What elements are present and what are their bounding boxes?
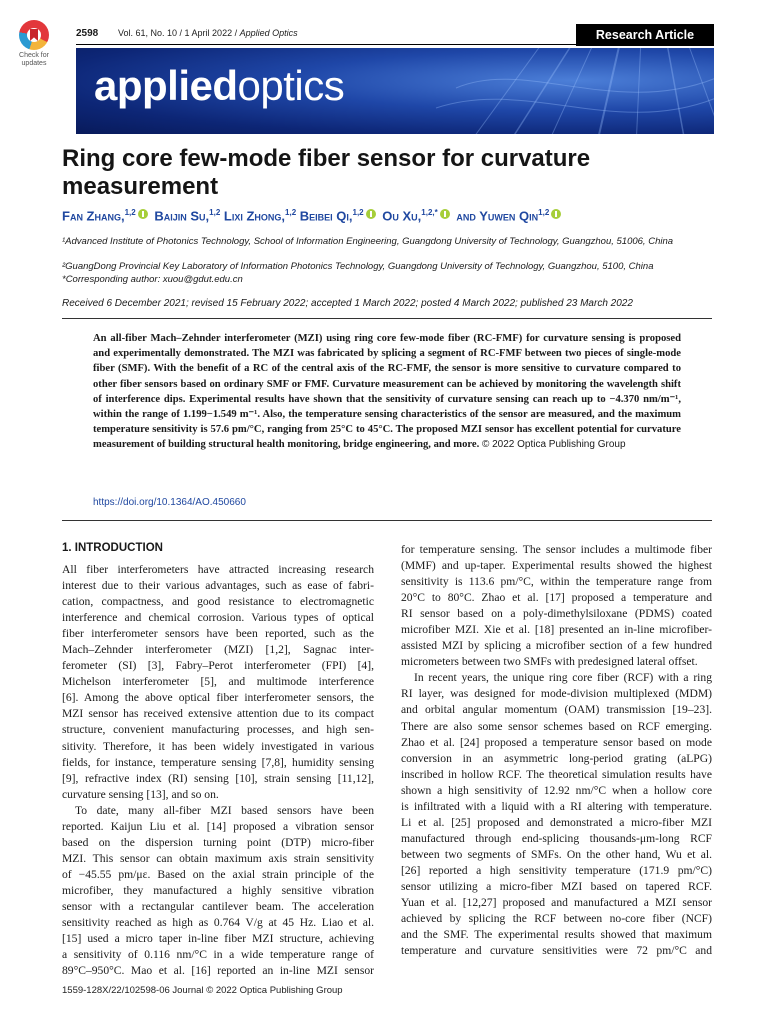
text-line: To date, many all-fiber MZI based sensors have been bbox=[75, 803, 374, 817]
text-line: sensitivity reached as high as 0.764 V/g at 45 Hz. Liao et al. bbox=[62, 916, 374, 930]
footer-issn: 1559-128X/22/102598-06 Journal © 2022 Optica Publishing Group bbox=[62, 985, 343, 996]
journal-logo: appliedoptics bbox=[94, 62, 345, 109]
abstract-top-rule bbox=[62, 318, 712, 319]
text-line: cation, compactness, and good resistance to electromagnetic bbox=[62, 595, 374, 609]
text-line: Zhao et al. [24] proposed a temperature sensor based on mode bbox=[401, 735, 712, 749]
text-line: microfiber MZI. Xie et al. [18] presented an in-line microfiber- bbox=[401, 623, 712, 637]
text-line: achieved by splicing the RCF between no-core fiber (NCF) bbox=[401, 912, 712, 926]
abstract-text: An all-fiber Mach–Zehnder interferometer (MZI) using ring core few-mode fiber (RC-FMF) for curvature sensing is proposed and experimentally demonstrated. The MZI was fabricated by splicing a segment of RC-FMF between two pieces of single-mode fiber (SMF). With the benefit of a RC of the central axis of the RC-FMF, the sensor is more sensitive to curvature compared to other fiber sensors based on ordinary SMF or FMF. Curvature measurement can be achieved by monitoring the wavelength shift of interference dips. Experimental results have shown that the sensitivity of curvature sensing can reach up to −4.370 nm/m⁻¹, within the range of 1.199−1.549 m⁻¹. Also, the temperature sensing characteristics of the sensor are measured, and the maximum temperature sensitivity is 57.6 pm/°C, ranging from 25°C to 45°C. The proposed MZI sensor has excellent potential for curvature measurement of building structural health monitoring, bridge engineering, and more. bbox=[93, 333, 681, 451]
author[interactable]: Baijin Su, bbox=[154, 208, 210, 224]
doi-link[interactable]: https://doi.org/10.1364/AO.450660 bbox=[93, 497, 246, 508]
text-line: sensitivity is 113.6 pm/°C, within the temperature range from bbox=[401, 575, 712, 589]
text-line: RI sensor based on a poly-dimethylsiloxane (PDMS) coated bbox=[401, 607, 712, 621]
text-line: assisted MZI by splicing a microfiber section of a few hundred bbox=[401, 639, 712, 653]
text-line: MZI. This sensor can obtain maximum axis strain sensitivity bbox=[62, 851, 374, 865]
body-column-right bbox=[401, 542, 712, 959]
text-line: MZI sensor has received extensive attention due to its compact bbox=[62, 707, 374, 721]
text-line: manufactured through end-splicing thousands-μm-long RCF bbox=[401, 831, 712, 845]
orcid-icon[interactable] bbox=[138, 209, 148, 219]
text-line: sensor with a rectangular cantilever beam. The acceleration bbox=[62, 899, 374, 913]
article-type-label: Research Article bbox=[576, 24, 714, 46]
corresponding-author: *Corresponding author: xuou@gdut.edu.cn bbox=[62, 274, 243, 285]
text-line: Mach–Zehnder interferometer (MZI) [1,2], Sagnac inter- bbox=[62, 643, 374, 657]
crossmark-icon bbox=[19, 20, 49, 50]
text-line: micrometers between two SMFs with predesigned lateral offset. bbox=[401, 655, 698, 669]
text-line: There are also some sensor schemes based on RCF emerging. bbox=[401, 719, 712, 733]
affiliation-1: ¹Advanced Institute of Photonics Technology, School of Information Engineering, Guangdong University of Technology, Guangzhou, 51006, China bbox=[62, 236, 674, 247]
text-line: interest due to their various advantages, such as ease of fabri- bbox=[62, 579, 374, 593]
author-list: Fan Zhang,$^{1,2}$ Baijin Su,$^{1,2}$ Lixi Zhong,$^{1,2}$ Beibei Qi,$^{1,2}$ Ou Xu,$^{1,2,*}$ and Yuwen Qin$^{1,2}$ bbox=[62, 208, 722, 223]
text-line: based on the dispersion turning point (DTP) micro-fiber bbox=[62, 835, 374, 849]
text-line: is infiltrated with a liquid with a RI altering with temperature. bbox=[401, 799, 712, 813]
author[interactable]: Ou Xu, bbox=[382, 208, 422, 224]
author[interactable]: Lixi Zhong, bbox=[223, 208, 286, 224]
journal-name: Applied Optics bbox=[239, 28, 298, 38]
text-line: [9], refractive index (RI) sensing [10], strain sensing [11,12], bbox=[62, 771, 374, 785]
header-rule bbox=[76, 44, 576, 45]
copyright-notice: © 2022 Optica Publishing Group bbox=[481, 439, 626, 451]
orcid-icon[interactable] bbox=[440, 209, 450, 219]
text-line: between two segments of SMFs. On the other hand, Wu et al. bbox=[401, 847, 712, 861]
text-line: RI layer, was designed for mode-division multiplexed (MDM) bbox=[401, 687, 712, 701]
text-line: and orbital angular momentum (OAM) transmission [19–23]. bbox=[401, 703, 712, 717]
badge-label: Check for updates bbox=[19, 52, 49, 67]
text-line: interference and chemical corrosion. Various types of optical bbox=[62, 611, 374, 625]
article-title: Ring core few-mode fiber sensor for curvature measurement bbox=[62, 145, 591, 200]
author[interactable]: Yuwen Qin bbox=[479, 208, 539, 224]
abstract bbox=[93, 331, 681, 453]
text-line: fiber interferometer sensors have been reported, such as the bbox=[62, 627, 374, 641]
publication-history: Received 6 December 2021; revised 15 February 2022; accepted 1 March 2022; posted 4 March 2022; published 23 March 2022 bbox=[62, 298, 633, 309]
text-line: inscribed in hollow RCF. The theoretical simulation results have bbox=[401, 767, 712, 781]
body-column-left bbox=[62, 562, 374, 979]
text-line: [26] reported a high sensitivity temperature (171.9 pm/°C) bbox=[401, 863, 712, 877]
text-line: for temperature sensing. The sensor includes a multimode fiber bbox=[401, 543, 712, 556]
abstract-bottom-rule bbox=[62, 520, 712, 521]
affiliation-2: ²GuangDong Provincial Key Laboratory of Information Photonics Technology, Guangdong University of Technology, Guangzhou, 5100, China bbox=[62, 261, 654, 272]
text-line: conversion in an asymmetric long-period grating (aLPG) bbox=[401, 751, 712, 765]
text-line: structure, convenient manufacturing processes, and high sen- bbox=[62, 723, 374, 737]
text-line: of −45.55 pm/με. Based on the axial strain principle of the bbox=[62, 867, 374, 881]
text-line: and the SMF. The experimental results showed that maximum bbox=[401, 928, 712, 942]
author[interactable]: Fan Zhang, bbox=[62, 208, 125, 224]
text-line: microfiber, they manufactured a highly sensitive vibration bbox=[62, 883, 374, 897]
text-line: sitivity. Therefore, it has been widely investigated in various bbox=[62, 739, 374, 753]
text-line: [15] used a micro taper in-line fiber MZI structure, achieving bbox=[62, 932, 374, 946]
text-line: 89°C–950°C. Mao et al. [16] reported an in-line MZI sensor bbox=[62, 964, 374, 978]
author-conjunction: and bbox=[456, 208, 476, 224]
check-for-updates-badge[interactable] bbox=[14, 20, 54, 68]
orcid-icon[interactable] bbox=[366, 209, 376, 219]
text-line: Yuan et al. [12,27] proposed and manufactured a MZI sensor bbox=[401, 896, 712, 910]
text-line: (MMF) and up-taper. Experimental results showed the highest bbox=[401, 559, 712, 573]
text-line: In recent years, the unique ring core fiber (RCF) with a ring bbox=[414, 671, 712, 685]
text-line: Michelson interferometer [5], and multimode interference bbox=[62, 675, 374, 689]
text-line: reported. Kaijun Liu et al. [14] proposed a vibration sensor bbox=[62, 819, 374, 833]
author[interactable]: Beibei Qi, bbox=[299, 208, 353, 224]
text-line: [6]. Among the above optical fiber interferometer sensors, the bbox=[62, 691, 374, 705]
text-line: fields, for instance, temperature sensing [7,8], humidity sensing bbox=[62, 755, 374, 769]
section-heading: 1. INTRODUCTION bbox=[62, 542, 163, 554]
text-line: 20°C to 80°C. Zhao et al. [17] proposed a temperature and bbox=[401, 591, 712, 605]
text-line: temperature and curvature sensitivities were 72 pm/°C and bbox=[401, 944, 712, 958]
page-number: 2598 bbox=[76, 28, 99, 39]
text-line: shown a high sensitivity of 12.92 nm/°C when a hollow core bbox=[401, 783, 712, 797]
text-line: sensor utilizing a micro-fiber MZI based on tapered RCF. bbox=[401, 879, 712, 893]
text-line: Li et al. [25] proposed and demonstrated a micro-fiber MZI bbox=[401, 815, 712, 829]
text-line: All fiber interferometers have attracted increasing research bbox=[62, 563, 374, 576]
text-line: a sensitivity of 0.116 nm/°C in a wide temperature range of bbox=[62, 948, 374, 962]
text-line: curvature sensing [13], and so on. bbox=[62, 787, 219, 801]
orcid-icon[interactable] bbox=[551, 209, 561, 219]
text-line: ferometer (SI) [3], Fabry–Perot interferometer (FPI) [4], bbox=[62, 659, 374, 673]
journal-banner bbox=[76, 48, 714, 134]
volume-info: Vol. 61, No. 10 / 1 April 2022 / Applied Optics bbox=[118, 28, 298, 38]
